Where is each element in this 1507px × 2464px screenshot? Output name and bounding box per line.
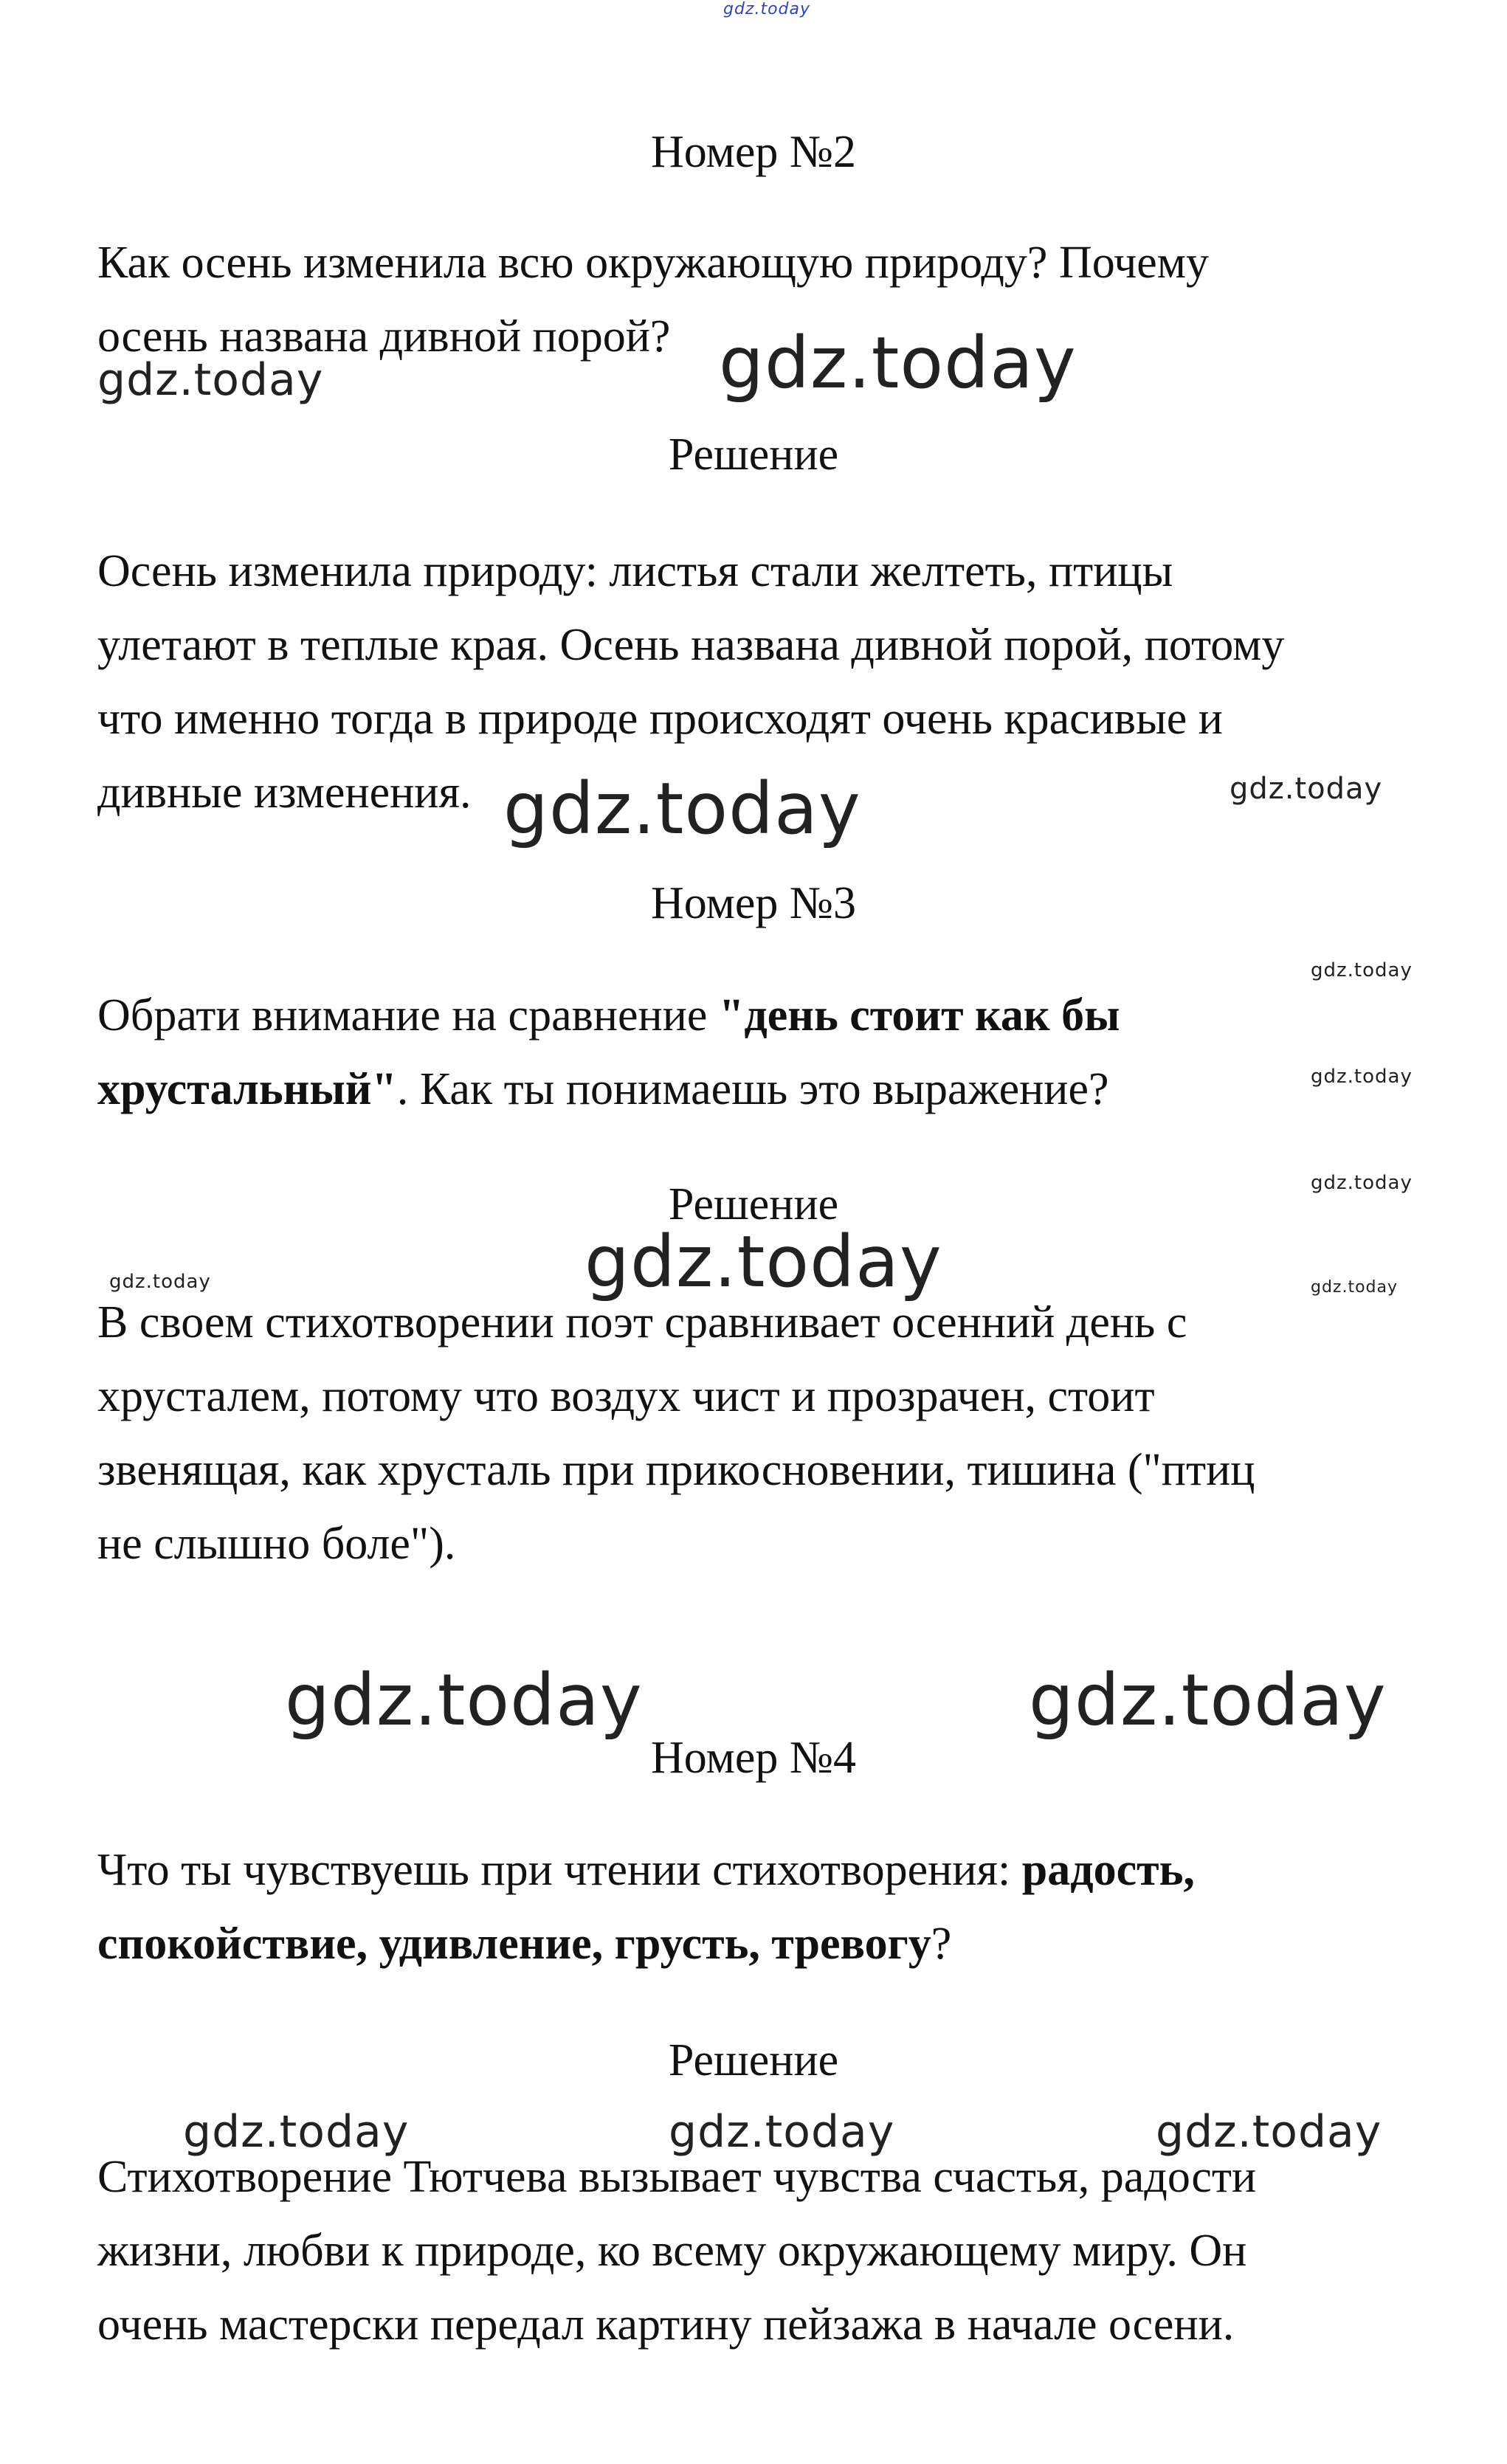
answer-line: В своем стихотворении поэт сравнивает осенний день с [97, 1297, 1187, 1347]
question-text: Обрати внимание на сравнение [97, 990, 719, 1041]
question-options: радость, [1021, 1845, 1195, 1895]
answer-line: не слышно боле"). [97, 1519, 456, 1569]
question-line [97, 1052, 1109, 1126]
answer-line: Стихотворение Тютчева вызывает чувства счастья, радости [97, 2152, 1257, 2202]
answer-line: улетают в теплые края. Осень названа дивной порой, потому [97, 620, 1285, 670]
solution-label: Решение [668, 429, 839, 480]
answer-line: очень мастерски передал картину пейзажа в начале осени. [97, 2299, 1235, 2350]
watermark: gdz.today [1311, 959, 1413, 981]
question-line: осень названа дивной порой? [97, 311, 671, 362]
section-heading: Номер №3 [650, 878, 856, 928]
question-line [97, 1833, 1195, 1907]
answer-line: жизни, любви к природе, ко всему окружающему миру. Он [97, 2226, 1247, 2276]
watermark: gdz.today [285, 1659, 643, 1742]
watermark: gdz.today [584, 1221, 942, 1303]
question-options: спокойствие, удивление, грусть, тревогу [97, 1919, 931, 1969]
watermark: gdz.today [503, 767, 861, 850]
watermark: gdz.today [1311, 1278, 1399, 1297]
section-heading: Номер №2 [650, 127, 856, 177]
question-line [97, 979, 1120, 1052]
watermark: gdz.today [1230, 772, 1383, 806]
watermark-top: gdz.today [723, 0, 811, 18]
question-quote: "день стоит как бы [718, 990, 1120, 1041]
answer-line: что именно тогда в природе происходят очень красивые и [97, 694, 1223, 744]
solution-label: Решение [668, 1179, 839, 1229]
watermark: gdz.today [109, 1271, 211, 1293]
answer-line: хрусталем, потому что воздух чист и прозрачен, стоит [97, 1371, 1155, 1421]
question-text: ? [931, 1919, 952, 1969]
answer-line: Осень изменила природу: листья стали желтеть, птицы [97, 546, 1173, 596]
answer-line: звенящая, как хрусталь при прикосновении, тишина ("птиц [97, 1445, 1255, 1495]
question-text: . Как ты понимаешь это выражение? [396, 1064, 1109, 1114]
watermark: gdz.today [719, 322, 1077, 404]
section-heading: Номер №4 [650, 1733, 856, 1783]
solution-label: Решение [668, 2035, 839, 2085]
question-line: Как осень изменила всю окружающую природу? Почему [97, 238, 1210, 288]
answer-line: дивные изменения. [97, 767, 472, 818]
watermark: gdz.today [183, 2106, 410, 2158]
watermark: gdz.today [1311, 1172, 1413, 1194]
question-quote: хрустальный" [97, 1064, 397, 1114]
watermark: gdz.today [1311, 1066, 1413, 1088]
watermark: gdz.today [1029, 1659, 1387, 1742]
watermark: gdz.today [1156, 2106, 1382, 2158]
watermark: gdz.today [669, 2106, 895, 2158]
question-line [97, 1907, 951, 1981]
watermark: gdz.today [97, 354, 324, 406]
question-text: Что ты чувствуешь при чтении стихотворения: [97, 1845, 1022, 1895]
